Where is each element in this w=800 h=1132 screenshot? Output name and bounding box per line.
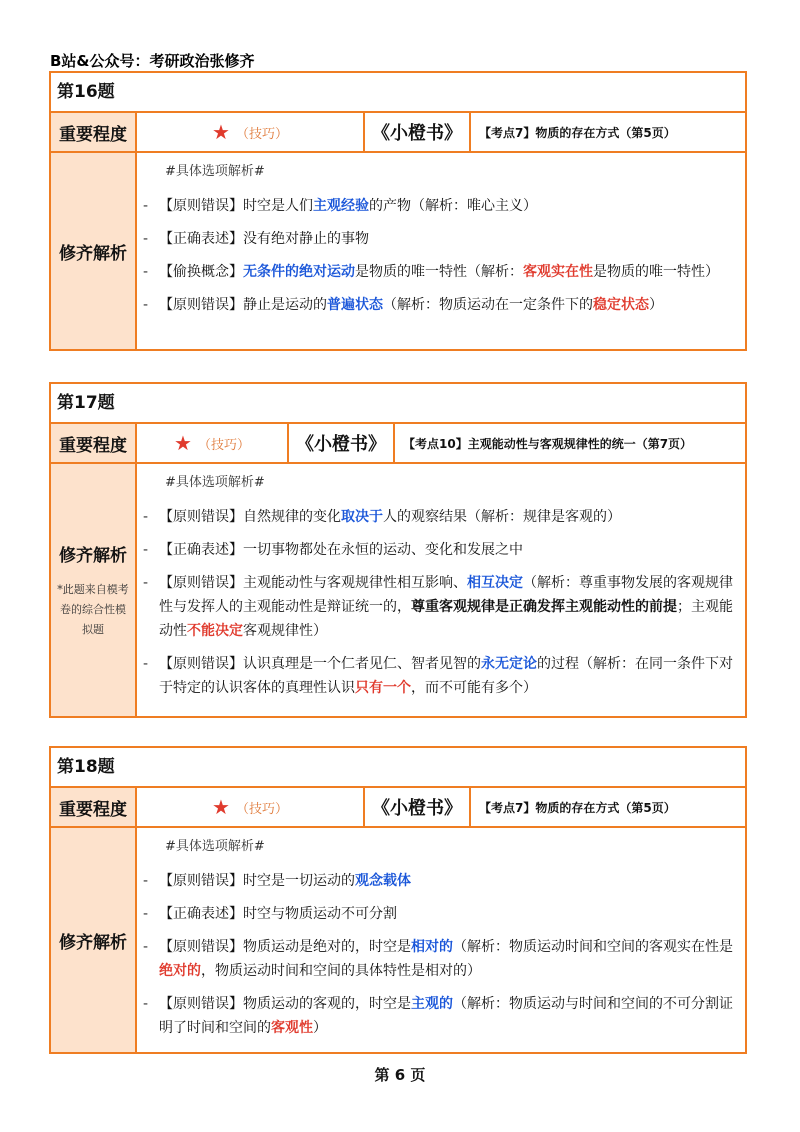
- question-table-16: [49, 71, 747, 351]
- option-item: - 【原则错误】时空是一切运动的观念载体: [143, 873, 411, 889]
- option-item: - 【原则错误】静止是运动的普遍状态（解析：物质运动在一定条件下的稳定状态）: [143, 297, 663, 313]
- analysis-label-text: 修齐解析: [59, 545, 127, 566]
- question-title-row: [51, 748, 745, 786]
- analysis-row: [51, 151, 745, 349]
- question-title-row: [51, 73, 745, 111]
- analysis-label: [51, 153, 137, 349]
- option-item: - 【原则错误】认识真理是一个仁者见仁、智者见智的永无定论的过程（解析：在同一条件下对于特定的认识客体的真理性认识只有一个，而不可能有多个）: [143, 656, 733, 696]
- star-icon: ★: [212, 120, 230, 144]
- option-item: - 【原则错误】时空是人们主观经验的产物（解析：唯心主义）: [143, 198, 537, 214]
- question-table-18: [49, 746, 747, 1054]
- skill-tag: （技巧）: [235, 126, 288, 142]
- question-title: 第16题: [51, 73, 115, 111]
- star-icon: ★: [174, 431, 192, 455]
- question-title-row: [51, 384, 745, 422]
- importance-row: [51, 111, 745, 151]
- analysis-row: [51, 826, 745, 1052]
- source-note: *此题来自模考卷的综合性模拟题: [57, 582, 129, 636]
- option-item: - 【原则错误】物质运动是绝对的，时空是相对的（解析：物质运动时间和空间的客观实在性是绝对的，物质运动时间和空间的具体特性是相对的）: [143, 939, 733, 979]
- analysis-content: [137, 828, 745, 1052]
- analysis-label-text: 修齐解析: [59, 243, 127, 264]
- analysis-label: [51, 828, 137, 1052]
- rating-cell: [137, 113, 365, 151]
- importance-label: 重要程度: [51, 788, 137, 826]
- rating-cell: [137, 788, 365, 826]
- question-table-17: [49, 382, 747, 718]
- option-item: - 【正确表述】时空与物质运动不可分割: [143, 906, 397, 922]
- page-number: 第 6 页: [374, 1066, 426, 1084]
- option-item: - 【原则错误】自然规律的变化取决于人的观察结果（解析：规律是客观的）: [143, 509, 621, 525]
- analysis-content: [137, 464, 745, 716]
- analysis-label-text: 修齐解析: [59, 932, 127, 953]
- analysis-content: [137, 153, 745, 349]
- importance-label: 重要程度: [51, 113, 137, 151]
- star-icon: ★: [212, 795, 230, 819]
- exam-point: 【考点7】物质的存在方式（第5页）: [479, 125, 676, 140]
- skill-tag: （技巧）: [197, 437, 250, 453]
- exam-point: 【考点7】物质的存在方式（第5页）: [479, 800, 676, 815]
- importance-row: [51, 422, 745, 462]
- option-item: - 【原则错误】物质运动的客观的，时空是主观的（解析：物质运动与时间和空间的不可分割证明了时间和空间的客观性）: [143, 996, 733, 1036]
- analysis-row: [51, 462, 745, 716]
- option-item: - 【原则错误】主观能动性与客观规律性相互影响、相互决定（解析：尊重事物发展的客观规律性与发挥人的主观能动性是辩证统一的，尊重客观规律是正确发挥主观能动性的前提；主观能动性不能决定客观规律性）: [143, 575, 733, 639]
- book-title: 《小橙书》: [365, 113, 471, 151]
- subheading: #具体选项解析#: [165, 839, 265, 854]
- subheading: #具体选项解析#: [165, 475, 265, 490]
- rating-cell: [137, 424, 289, 462]
- analysis-label: [51, 464, 137, 716]
- exam-point: 【考点10】主观能动性与客观规律性的统一（第7页）: [403, 436, 693, 451]
- question-title: 第18题: [51, 748, 115, 786]
- skill-tag: （技巧）: [235, 801, 288, 817]
- question-title: 第17题: [51, 384, 115, 422]
- option-item: - 【正确表述】没有绝对静止的事物: [143, 231, 369, 247]
- option-item: - 【偷换概念】无条件的绝对运动是物质的唯一特性（解析：客观实在性是物质的唯一特性）: [143, 264, 719, 280]
- option-item: - 【正确表述】一切事物都处在永恒的运动、变化和发展之中: [143, 542, 523, 558]
- page-header: B站&公众号：考研政治张修齐: [50, 52, 255, 70]
- importance-row: [51, 786, 745, 826]
- importance-label: 重要程度: [51, 424, 137, 462]
- subheading: #具体选项解析#: [165, 164, 265, 179]
- book-title: 《小橙书》: [365, 788, 471, 826]
- book-title: 《小橙书》: [289, 424, 395, 462]
